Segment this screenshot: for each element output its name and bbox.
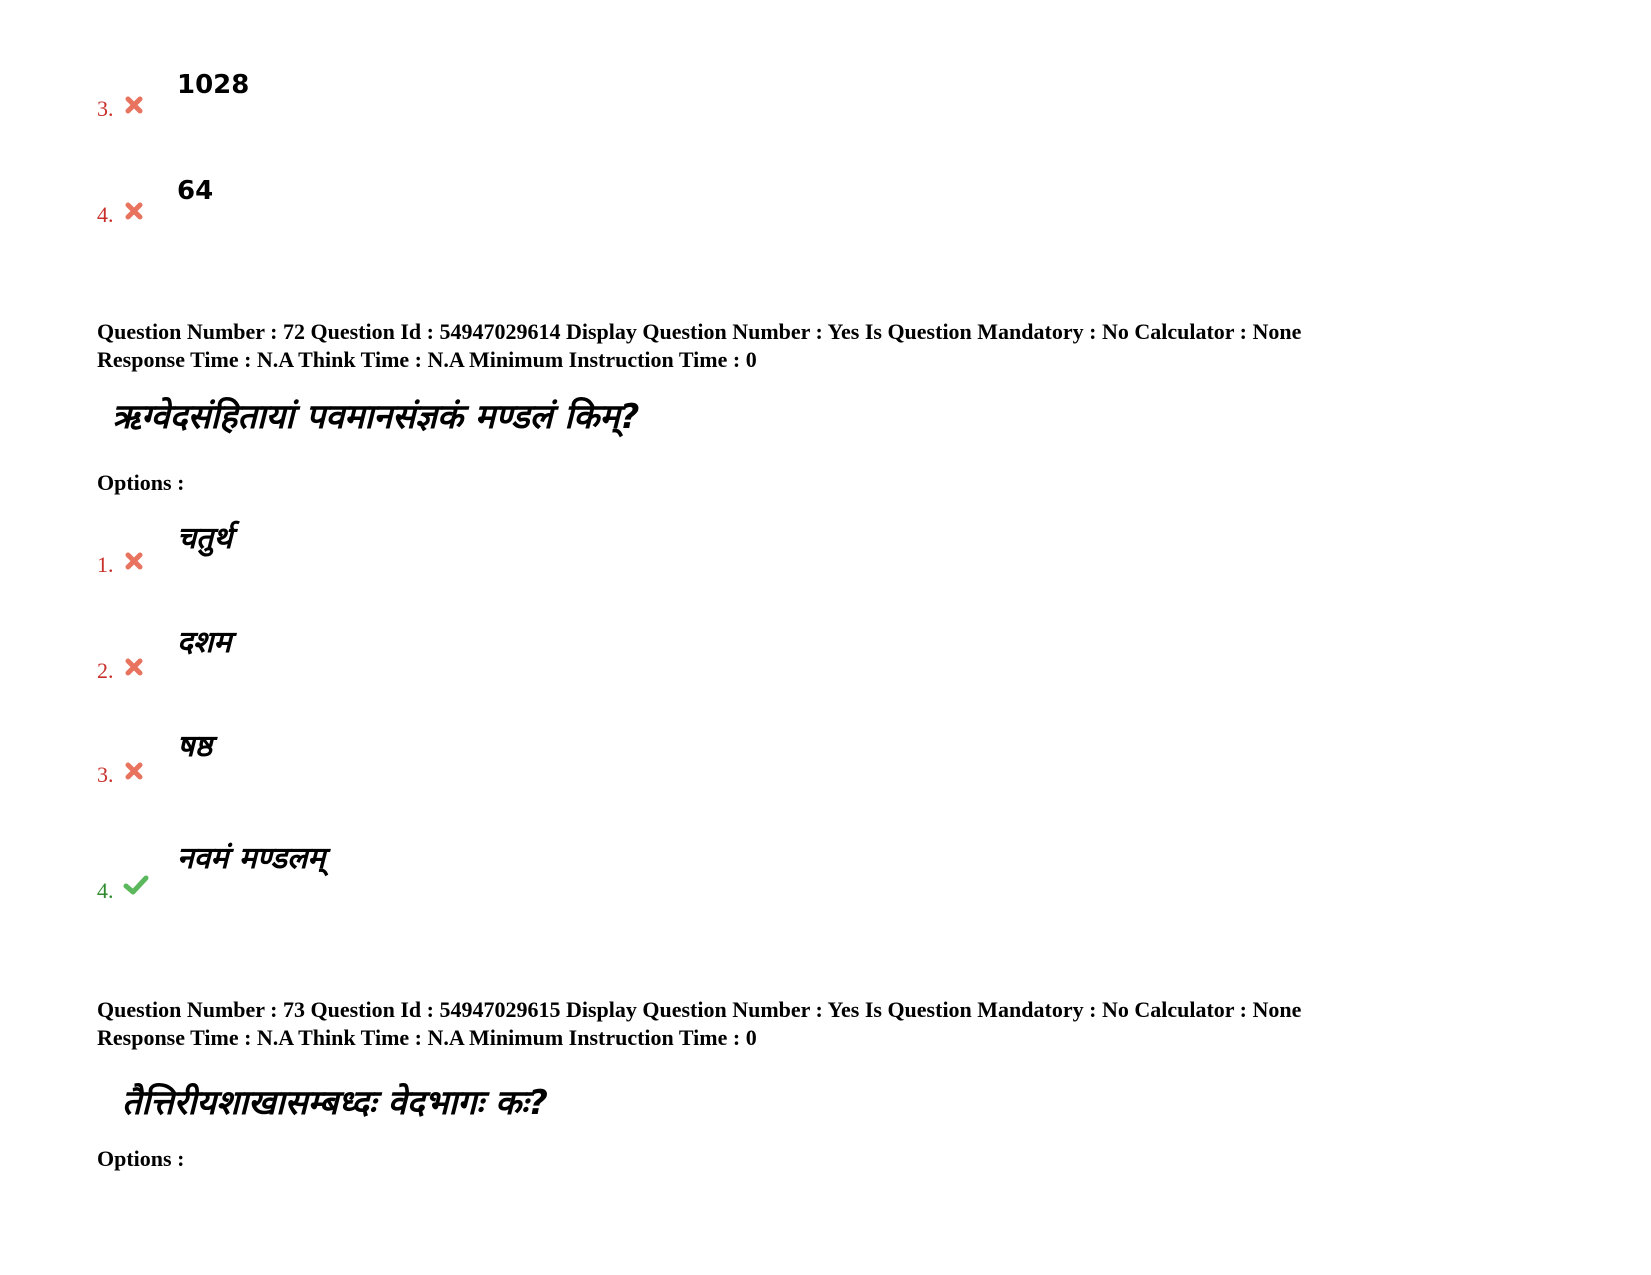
option-number: 1.	[97, 552, 114, 577]
option-text: नवमं मण्डलम्	[177, 841, 326, 876]
option-number: 3.	[97, 762, 114, 787]
meta-line-2: Response Time : N.A Think Time : N.A Minimum Instruction Time : 0	[97, 1025, 757, 1050]
options-label: Options :	[97, 470, 185, 495]
question-meta	[97, 318, 1301, 374]
meta-line-1: Question Number : 72 Question Id : 54947029614 Display Question Number : Yes Is Question Mandatory : No Calculator : None	[97, 319, 1302, 344]
question-meta	[97, 996, 1301, 1052]
option-text: 1028	[177, 70, 250, 100]
option-number: 2.	[97, 658, 114, 683]
cross-icon	[123, 94, 145, 116]
cross-icon	[123, 760, 145, 782]
option-text: दशम	[177, 625, 232, 660]
meta-line-2: Response Time : N.A Think Time : N.A Minimum Instruction Time : 0	[97, 347, 757, 372]
option-text: 64	[177, 176, 214, 206]
option-text: चतुर्थ	[177, 521, 233, 556]
option-number: 3.	[97, 96, 114, 121]
check-icon	[123, 874, 149, 896]
question-text: ऋग्वेदसंहितायां पवमानसंज्ञकं मण्डलं किम्?	[112, 397, 640, 437]
option-number: 4.	[97, 878, 114, 903]
option-text: षष्ठ	[177, 729, 213, 764]
cross-icon	[123, 200, 145, 222]
option-number: 4.	[97, 202, 114, 227]
cross-icon	[123, 656, 145, 678]
cross-icon	[123, 550, 145, 572]
meta-line-1: Question Number : 73 Question Id : 54947029615 Display Question Number : Yes Is Question Mandatory : No Calculator : None	[97, 997, 1302, 1022]
options-label: Options :	[97, 1146, 185, 1171]
question-text: तैत्तिरीयशाखासम्बध्दः वेदभागः कः?	[122, 1083, 548, 1123]
